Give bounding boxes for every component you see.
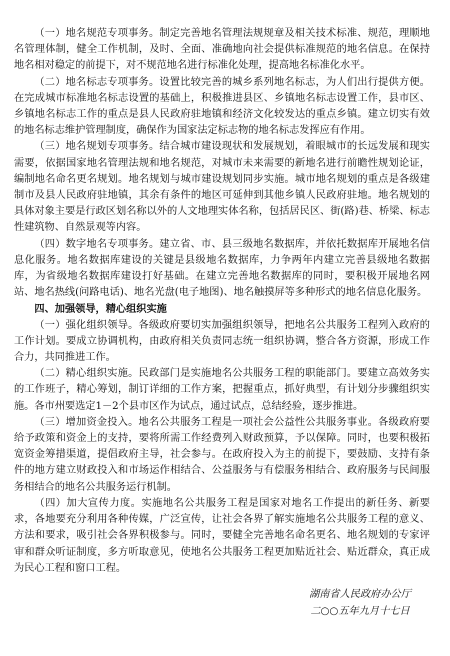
signature-block (300, 586, 420, 620)
paragraph-implementation: （二）精心组织实施。民政部门是实施地名公共服务工程的职能部门。要建立高效务实的工作班子，精心筹划，制订详细的工作方案，把握重点，抓好典型，有计划分步骤组织实施。各市州要选定1－2个县市区作为试点，通过试点，总结经验，逐步推进。 (14, 368, 430, 412)
paragraph-funding: （三）增加资金投入。地名公共服务工程是一项社会公益性公共服务事业。各级政府要给予政策和资金上的支持，要将所需工作经费列入财政预算，予以保障。同时，也要积极拓宽资金筹措渠道，提倡政府主导，社会参与。在政府投入为主的前提下，要鼓励、支持有条件的地方建立财政投入和市场运作相结合、公益服务与有偿服务相结合、政府服务与民间服务相结合的地名公共服务运行机制。 (14, 416, 430, 493)
paragraph-leadership: （一）强化组织领导。各级政府要切实加强组织领导，把地名公共服务工程列入政府的工作计划。要成立协调机构，由政府相关负责同志统一组织协调，整合各方资源，形成工作合力，共同推进工作。 (14, 319, 430, 364)
issuer-name: 湖南省人民政府办公厅 (309, 589, 411, 600)
paragraph-place-name-planning: （三）地名规划专项事务。结合城市建设现状和发展规划，着眼城市的长远发展和现实需要，依据国家地名管理法规和地名规范，对城市未来需要的新地名进行前瞻性规划论证，编制地名命名更名规划。地名规划与城市建设规划同步实施。城市地名规划的重点是各级建制市及县人民政府驻地镇，其余有条件的地区可延伸到其他乡镇人民政府驻地。地名规划的具体对象主要是行政区划名称以外的人文地理实体名称，包括居民区、街(路)巷、桥梁、标志性建筑物、自然景观等内容。 (14, 141, 430, 234)
issue-date: 二○○五年九月十七日 (310, 606, 410, 617)
paragraph-place-name-standard: （一）地名规范专项事务。制定完善地名管理法规规章及相关技术标准、规范，理顺地名管理体制，健全工作机制，及时、全面、准确地向社会提供标准规范的地名信息。在保持地名相对稳定的前提下，对不规范地名进行标准化处理，提高地名标准化水平。 (14, 28, 430, 72)
paragraph-place-name-signs: （二）地名标志专项事务。设置比较完善的城乡系列地名标志，为人们出行提供方便。在完成城市标准地名标志设置的基础上，积极推进县区、乡镇地名标志设置工作，县市区、乡镇地名标志工作的重点是县人民政府驻地镇和经济文化较发达的重点乡镇。建立切实有效的地名标志维护管理制度，确保作为国家法定标志物的地名标志发挥应有作用。 (14, 76, 430, 137)
section-heading: 四、加强领导，精心组织实施 (34, 303, 167, 316)
paragraph-digital-place-names: （四）数字地名专项事务。建立省、市、县三级地名数据库，并依托数据库开展地名信息化服务。地名数据库建设的关键是县级地名数据库，力争两年内建立完善县级地名数据库，为省级地名数据库建设打好基础。在建立完善地名数据库的同时，要积极开展地名网站、地名热线(问路电话)、地名光盘(电子地图)、地名触摸屏等多种形式的地名信息化服务。 (14, 238, 430, 299)
paragraph-publicity: （四）加大宣传力度。实施地名公共服务工程是国家对地名工作提出的新任务、新要求，各地要充分利用各种传媒，广泛宣传，让社会各界了解实施地名公共服务工程的意义、方法和要求，吸引社会各界积极参与。同时，要健全完善地名命名更名、地名规划的专家评审和群众听证制度，多方听取意见，使地名公共服务工程更加贴近社会、贴近群众，真正成为民心工程和窗口工程。 (14, 497, 430, 574)
document-body (14, 26, 430, 577)
